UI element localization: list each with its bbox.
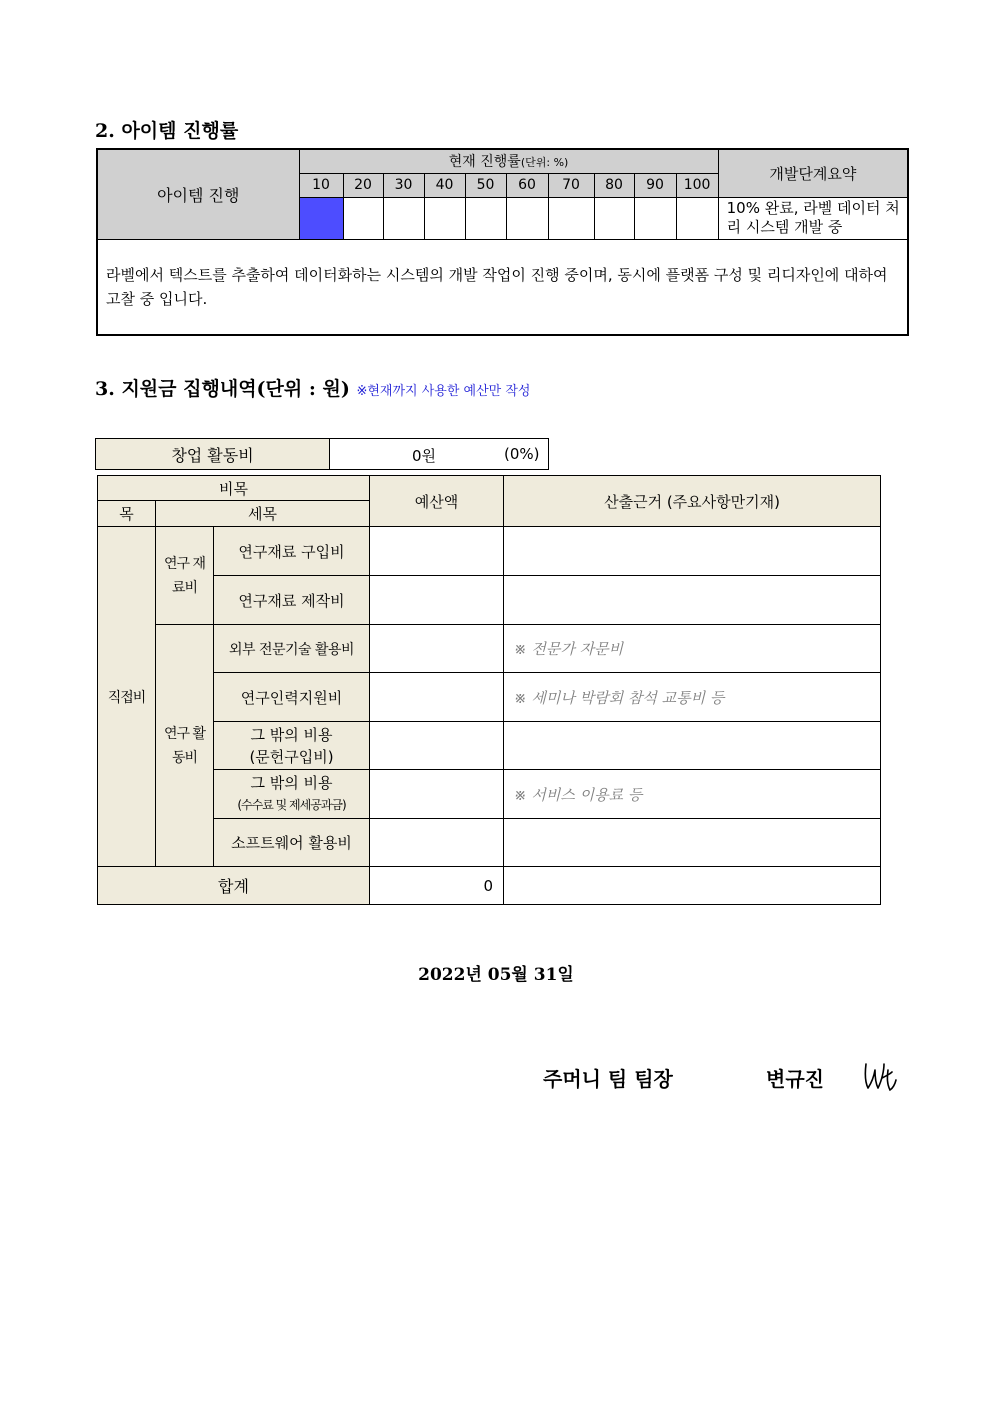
group-research-materials: 연구 재료비: [156, 527, 214, 625]
row-basis: [504, 722, 881, 770]
progress-header-main: 현재 진행률: [448, 154, 521, 171]
row-budget: [370, 770, 504, 819]
team-title: 주머니 팀 팀장: [543, 1067, 673, 1091]
group-research-activity: 연구 활동비: [156, 625, 214, 867]
row-basis: [504, 576, 881, 625]
table-row: [98, 673, 881, 722]
signer-name: 변규진: [766, 1067, 824, 1091]
progress-cell: [506, 197, 548, 239]
row-basis: [504, 819, 881, 867]
signature-mark: [860, 1060, 900, 1094]
row-item: [214, 770, 370, 819]
row-item-line2: (수수료 및 제세공과금): [237, 798, 346, 812]
total-label: 합계: [98, 867, 370, 905]
progress-cell: [343, 197, 383, 239]
scale-100: 100: [676, 173, 718, 197]
progress-header: [299, 149, 718, 173]
progress-table: [96, 148, 909, 336]
startup-value: [330, 439, 549, 470]
row-basis: ※ 세미나 박람회 참석 교통비 등: [504, 673, 881, 722]
document-date: 2022년 05월 31일: [418, 965, 574, 985]
progress-cell: [548, 197, 594, 239]
progress-header-unit: (단위: %): [520, 156, 569, 170]
row-budget: [370, 576, 504, 625]
section3-title: 3. 지원금 집행내역(단위 : 원): [95, 378, 350, 400]
row-item: 소프트웨어 활용비: [214, 819, 370, 867]
row-budget: [370, 527, 504, 576]
startup-cost-table: [95, 438, 549, 470]
item-progress-label: 아이템 진행: [97, 149, 299, 239]
scale-50: 50: [465, 173, 506, 197]
row-item: 연구재료 구입비: [214, 527, 370, 576]
section2-heading: 2. 아이템 진행률: [95, 120, 239, 142]
row-basis: [504, 527, 881, 576]
summary-header: 개발단계요약: [718, 149, 908, 197]
section3-note: ※현재까지 사용한 예산만 작성: [356, 384, 531, 399]
header-semok: 세목: [156, 501, 370, 527]
startup-label: 창업 활동비: [96, 439, 330, 470]
scale-60: 60: [506, 173, 548, 197]
progress-cell: [424, 197, 465, 239]
row-basis: ※ 서비스 이용료 등: [504, 770, 881, 819]
row-budget: [370, 819, 504, 867]
scale-90: 90: [634, 173, 676, 197]
header-bimok: 비목: [98, 476, 370, 501]
header-basis: 산출근거 (주요사항만기재): [504, 476, 881, 527]
progress-cell: [299, 197, 343, 239]
category-direct-cost: 직접비: [98, 527, 156, 867]
total-amount: 0: [370, 867, 504, 905]
row-item: 연구인력지원비: [214, 673, 370, 722]
row-budget: [370, 673, 504, 722]
row-item-line1: 그 밖의 비용: [250, 725, 333, 744]
progress-cell: [594, 197, 634, 239]
row-item: 외부 전문기술 활용비: [214, 625, 370, 673]
budget-table: [97, 475, 881, 905]
scale-10: 10: [299, 173, 343, 197]
table-row: [98, 527, 881, 576]
header-budget: 예산액: [370, 476, 504, 527]
row-budget: [370, 625, 504, 673]
table-row: [98, 722, 881, 770]
progress-cell: [383, 197, 424, 239]
header-mok: 목: [98, 501, 156, 527]
section3-heading: [95, 374, 530, 401]
total-row: [98, 867, 881, 905]
progress-cell: [465, 197, 506, 239]
table-row: [98, 770, 881, 819]
scale-30: 30: [383, 173, 424, 197]
table-row: [98, 819, 881, 867]
table-row: [98, 576, 881, 625]
row-item: 연구재료 제작비: [214, 576, 370, 625]
row-basis: ※ 전문가 자문비: [504, 625, 881, 673]
row-item: [214, 722, 370, 770]
summary-text: 10% 완료, 라벨 데이터 처리 시스템 개발 중: [718, 197, 908, 239]
progress-cell: [676, 197, 718, 239]
startup-percent: (0%): [504, 445, 540, 463]
row-item-line2: (문헌구입비): [249, 747, 334, 766]
scale-40: 40: [424, 173, 465, 197]
startup-amount: 0원: [412, 447, 437, 465]
table-row: [98, 625, 881, 673]
total-basis: [504, 867, 881, 905]
scale-70: 70: [548, 173, 594, 197]
scale-20: 20: [343, 173, 383, 197]
progress-description: 라벨에서 텍스트를 추출하여 데이터화하는 시스템의 개발 작업이 진행 중이며, 동시에 플랫폼 구성 및 리디자인에 대하여 고찰 중 입니다.: [97, 239, 908, 335]
row-item-line1: 그 밖의 비용: [250, 774, 333, 792]
row-budget: [370, 722, 504, 770]
progress-cell: [634, 197, 676, 239]
scale-80: 80: [594, 173, 634, 197]
